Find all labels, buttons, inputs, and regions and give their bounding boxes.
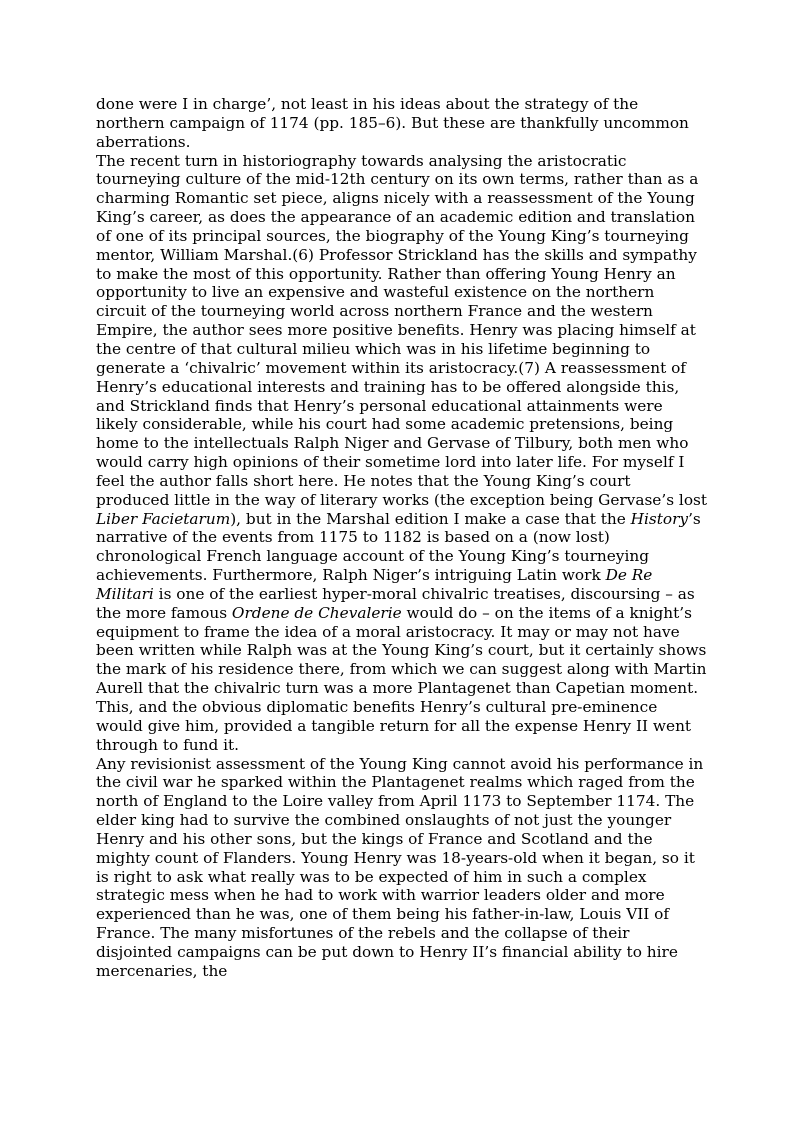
- paragraph-1: [96, 95, 708, 152]
- italic-title-de-re-militari: De Re Militari: [96, 566, 653, 603]
- text-segment: is one of the earliest hyper-moral chivalric treatises, discoursing – as the more famous: [96, 584, 695, 622]
- italic-title-ordene-de-chevalerie: Ordene de Chevalerie: [231, 603, 402, 622]
- document-page: [96, 95, 708, 981]
- text-segment: done were I in charge’, not least in his ideas about the strategy of the northern campaign of 1174 (pp. 185–6). But these are thankfully uncommon aberrations.: [96, 95, 689, 151]
- text-segment: The recent turn in historiography towards analysing the aristocratic tourneying culture of the mid-12th century on its own terms, rather than as a charming Romantic set piece, aligns nicely with a reassessment of the Young King’s career, as does the appearance of an academic edition and translation of one of its principal sources, the biography of the Young King’s tourneying mentor, William Marshal.(6) Professor Strickland has the skills and sympathy to make the most of this opportunity. Rather than offering Young Henry an opportunity to live an expensive and wasteful existence on the northern circuit of the tourneying world across northern France and the western Empire, the author sees more positive benefits. Henry was placing himself at the centre of that cultural milieu which was in his lifetime beginning to generate a ‘chivalric’ movement within its aristocracy.(7) A reassessment of Henry’s educational interests and training has to be offered alongside this, and Strickland finds that Henry’s personal educational attainments were likely considerable, while his court had some academic pretensions, being home to the intellectuals Ralph Niger and Gervase of Tilbury, both men who would carry high opinions of their sometime lord into later life. For myself I feel the author falls short here. He notes that the Young King’s court produced little in the way of literary works (the exception being Gervase’s lost: [96, 151, 708, 509]
- paragraph-3: [96, 755, 708, 981]
- text-segment: would do – on the items of a knight’s equipment to frame the idea of a moral aristocracy. It may or may not have been written while Ralph was at the Young King’s court, but it certainly shows the mark of his residence there, from which we can suggest along with Martin Aurell that the chivalric turn was a more Plantagenet than Capetian moment. This, and the obvious diplomatic benefits Henry’s cultural pre-eminence would give him, provided a tangible return for all the expense Henry II went through to fund it.: [96, 603, 707, 754]
- paragraph-2: [96, 152, 708, 755]
- italic-title-liber-facietarum: Liber Facietarum: [96, 509, 231, 528]
- text-segment: Any revisionist assessment of the Young King cannot avoid his performance in the civil war he sparked within the Plantagenet realms which raged from the north of England to the Loire valley from April 1173 to September 1174. The elder king had to survive the combined onslaughts of not just the younger Henry and his other sons, but the kings of France and Scotland and the mighty count of Flanders. Young Henry was 18-years-old when it began, so it is right to ask what really was to be expected of him in such a complex strategic mess when he had to work with warrior leaders older and more experienced than he was, one of them being his father-in-law, Louis VII of France. The many misfortunes of the rebels and the collapse of their disjointed campaigns can be put down to Henry II’s financial ability to hire mercenaries, the: [96, 754, 704, 980]
- text-segment: ), but in the Marshal edition I make a case that the: [230, 509, 631, 528]
- italic-title-history: History: [630, 509, 689, 528]
- text-segment: ’s narrative of the events from 1175 to 1182 is based on a (now lost) chronological French language account of the Young King’s tourneying achievements. Furthermore, Ralph Niger’s intriguing Latin work: [96, 509, 701, 585]
